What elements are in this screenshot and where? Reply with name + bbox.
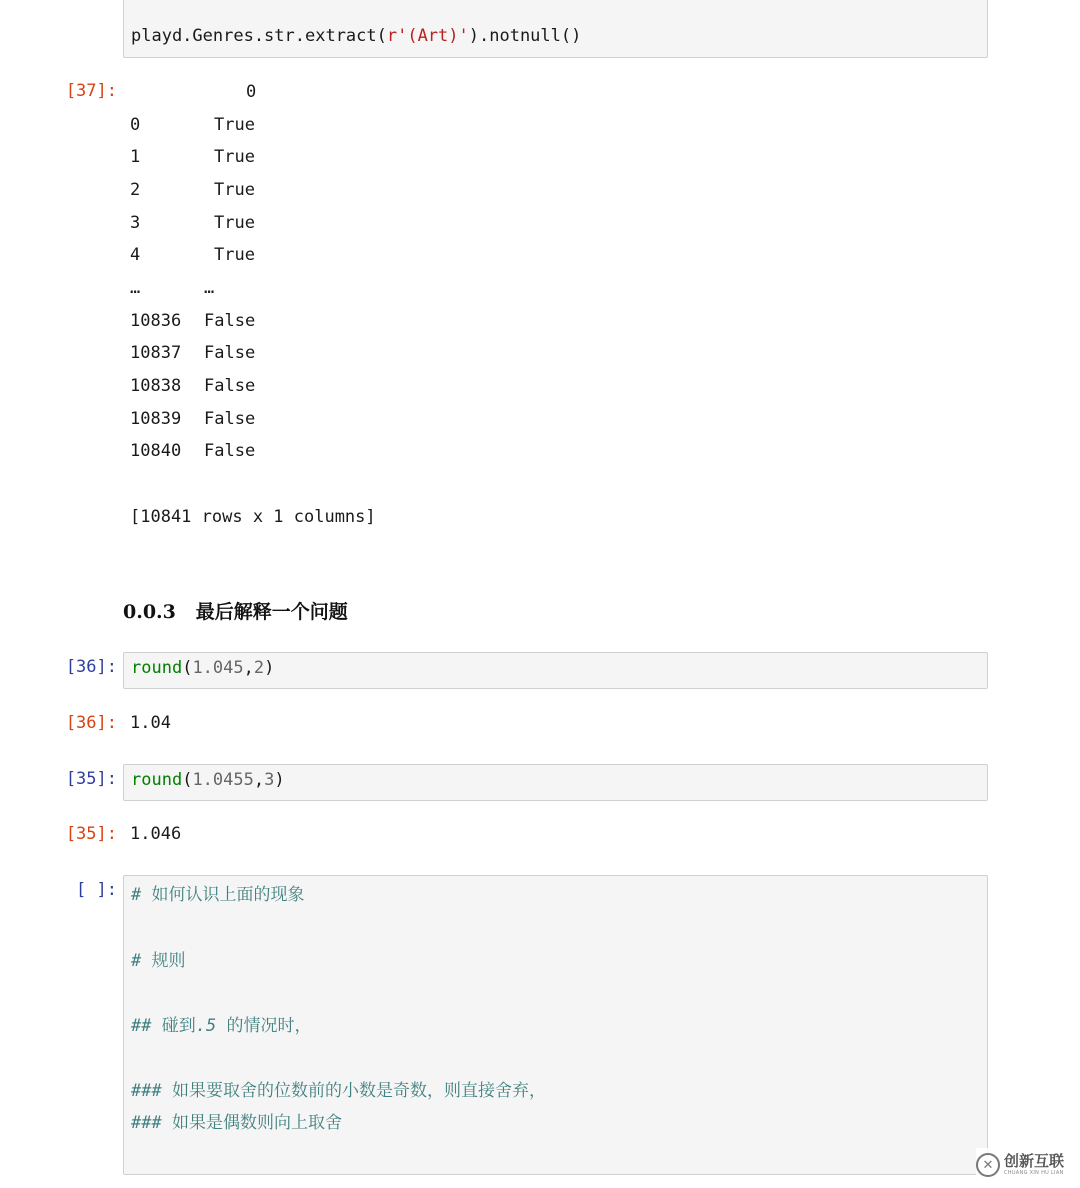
table-row-value: False xyxy=(204,311,256,331)
comment-text: 碰到 xyxy=(161,1016,196,1036)
comment-hash: # xyxy=(131,885,142,905)
table-row-index: … xyxy=(130,278,141,298)
table-row-index: 3 xyxy=(130,213,141,233)
table-row-value: False xyxy=(204,376,256,396)
comment-hash: ### xyxy=(131,1113,162,1133)
table-row-index: 10837 xyxy=(130,343,182,363)
code-line xyxy=(131,658,274,678)
input-prompt-empty: [ ]: xyxy=(76,880,117,900)
table-column-header: 0 xyxy=(246,82,257,102)
table-row-value: True xyxy=(214,180,255,200)
comment-line xyxy=(131,880,305,905)
code-cell-36[interactable] xyxy=(123,652,988,689)
code-prefix: playd.Genres.str.extract( xyxy=(131,26,387,46)
input-prompt-35: [35]: xyxy=(65,769,117,789)
watermark-sub: CHUANG XIN HU LIAN xyxy=(1004,1170,1064,1176)
code-string: r'(Art)' xyxy=(386,26,469,46)
comment-text: 如果要取舍的位数前的小数是奇数，则直接舍弃， xyxy=(171,1081,546,1101)
input-prompt-36: [36]: xyxy=(65,657,117,677)
table-row-value: True xyxy=(214,115,255,135)
comment-text: 如何认识上面的现象 xyxy=(151,885,305,905)
output-value-35: 1.046 xyxy=(130,824,182,844)
table-row-value: True xyxy=(214,213,255,233)
table-summary: [10841 rows x 1 columns] xyxy=(130,507,376,527)
table-row-index: 1 xyxy=(130,147,141,167)
table-row-value: False xyxy=(204,409,256,429)
watermark-text xyxy=(1004,1154,1064,1176)
watermark-main: 创新互联 xyxy=(1004,1152,1065,1170)
comment-line xyxy=(131,1108,342,1133)
comment-text: 如果是偶数则向上取舍 xyxy=(171,1113,342,1133)
table-row-value: True xyxy=(214,245,255,265)
table-row-value: True xyxy=(214,147,255,167)
table-row-index: 10840 xyxy=(130,441,182,461)
table-row-index: 0 xyxy=(130,115,141,135)
comment-line xyxy=(131,1076,546,1101)
output-value-36: 1.04 xyxy=(130,713,171,733)
code-paren: ) xyxy=(274,770,285,790)
code-suffix: ).notnull() xyxy=(468,26,582,46)
code-comma: , xyxy=(243,658,254,678)
watermark-logo xyxy=(976,1148,1076,1182)
brand-logo-icon: ✕ xyxy=(976,1153,1000,1177)
code-number: 2 xyxy=(253,658,265,678)
comment-text: 规则 xyxy=(151,951,186,971)
heading-number: 0.0.3 xyxy=(123,601,176,623)
section-heading xyxy=(123,597,348,624)
table-row-index: 10836 xyxy=(130,311,182,331)
table-row-index: 10838 xyxy=(130,376,182,396)
comment-line xyxy=(131,1011,311,1036)
code-cell-35[interactable] xyxy=(123,764,988,801)
code-paren: ) xyxy=(264,658,275,678)
table-row-index: 2 xyxy=(130,180,141,200)
code-func: round xyxy=(131,770,183,790)
output-prompt-36: [36]: xyxy=(65,713,117,733)
code-line xyxy=(131,770,285,790)
code-number: 1.045 xyxy=(192,658,244,678)
code-number: 3 xyxy=(264,770,275,790)
output-prompt-37: [37]: xyxy=(65,81,117,101)
code-paren: ( xyxy=(182,658,193,678)
comment-hash: ## xyxy=(131,1016,152,1036)
output-prompt-35: [35]: xyxy=(65,824,117,844)
code-comma: , xyxy=(253,770,265,790)
comment-hash: ### xyxy=(131,1081,162,1101)
code-cell-empty[interactable] xyxy=(123,875,988,1175)
code-paren: ( xyxy=(182,770,193,790)
table-row-value: False xyxy=(204,441,256,461)
code-number: 1.0455 xyxy=(192,770,254,790)
table-row-value: False xyxy=(204,343,256,363)
comment-line xyxy=(131,946,186,971)
code-line xyxy=(131,26,581,46)
heading-title: 最后解释一个问题 xyxy=(195,601,348,623)
table-row-index: 4 xyxy=(130,245,141,265)
code-cell-top[interactable] xyxy=(123,0,988,58)
table-row-value: … xyxy=(204,278,215,298)
table-row-index: 10839 xyxy=(130,409,182,429)
code-func: round xyxy=(131,658,183,678)
comment-text: .5 xyxy=(195,1016,217,1036)
comment-hash: # xyxy=(131,951,142,971)
comment-text: 的情况时， xyxy=(226,1016,312,1036)
